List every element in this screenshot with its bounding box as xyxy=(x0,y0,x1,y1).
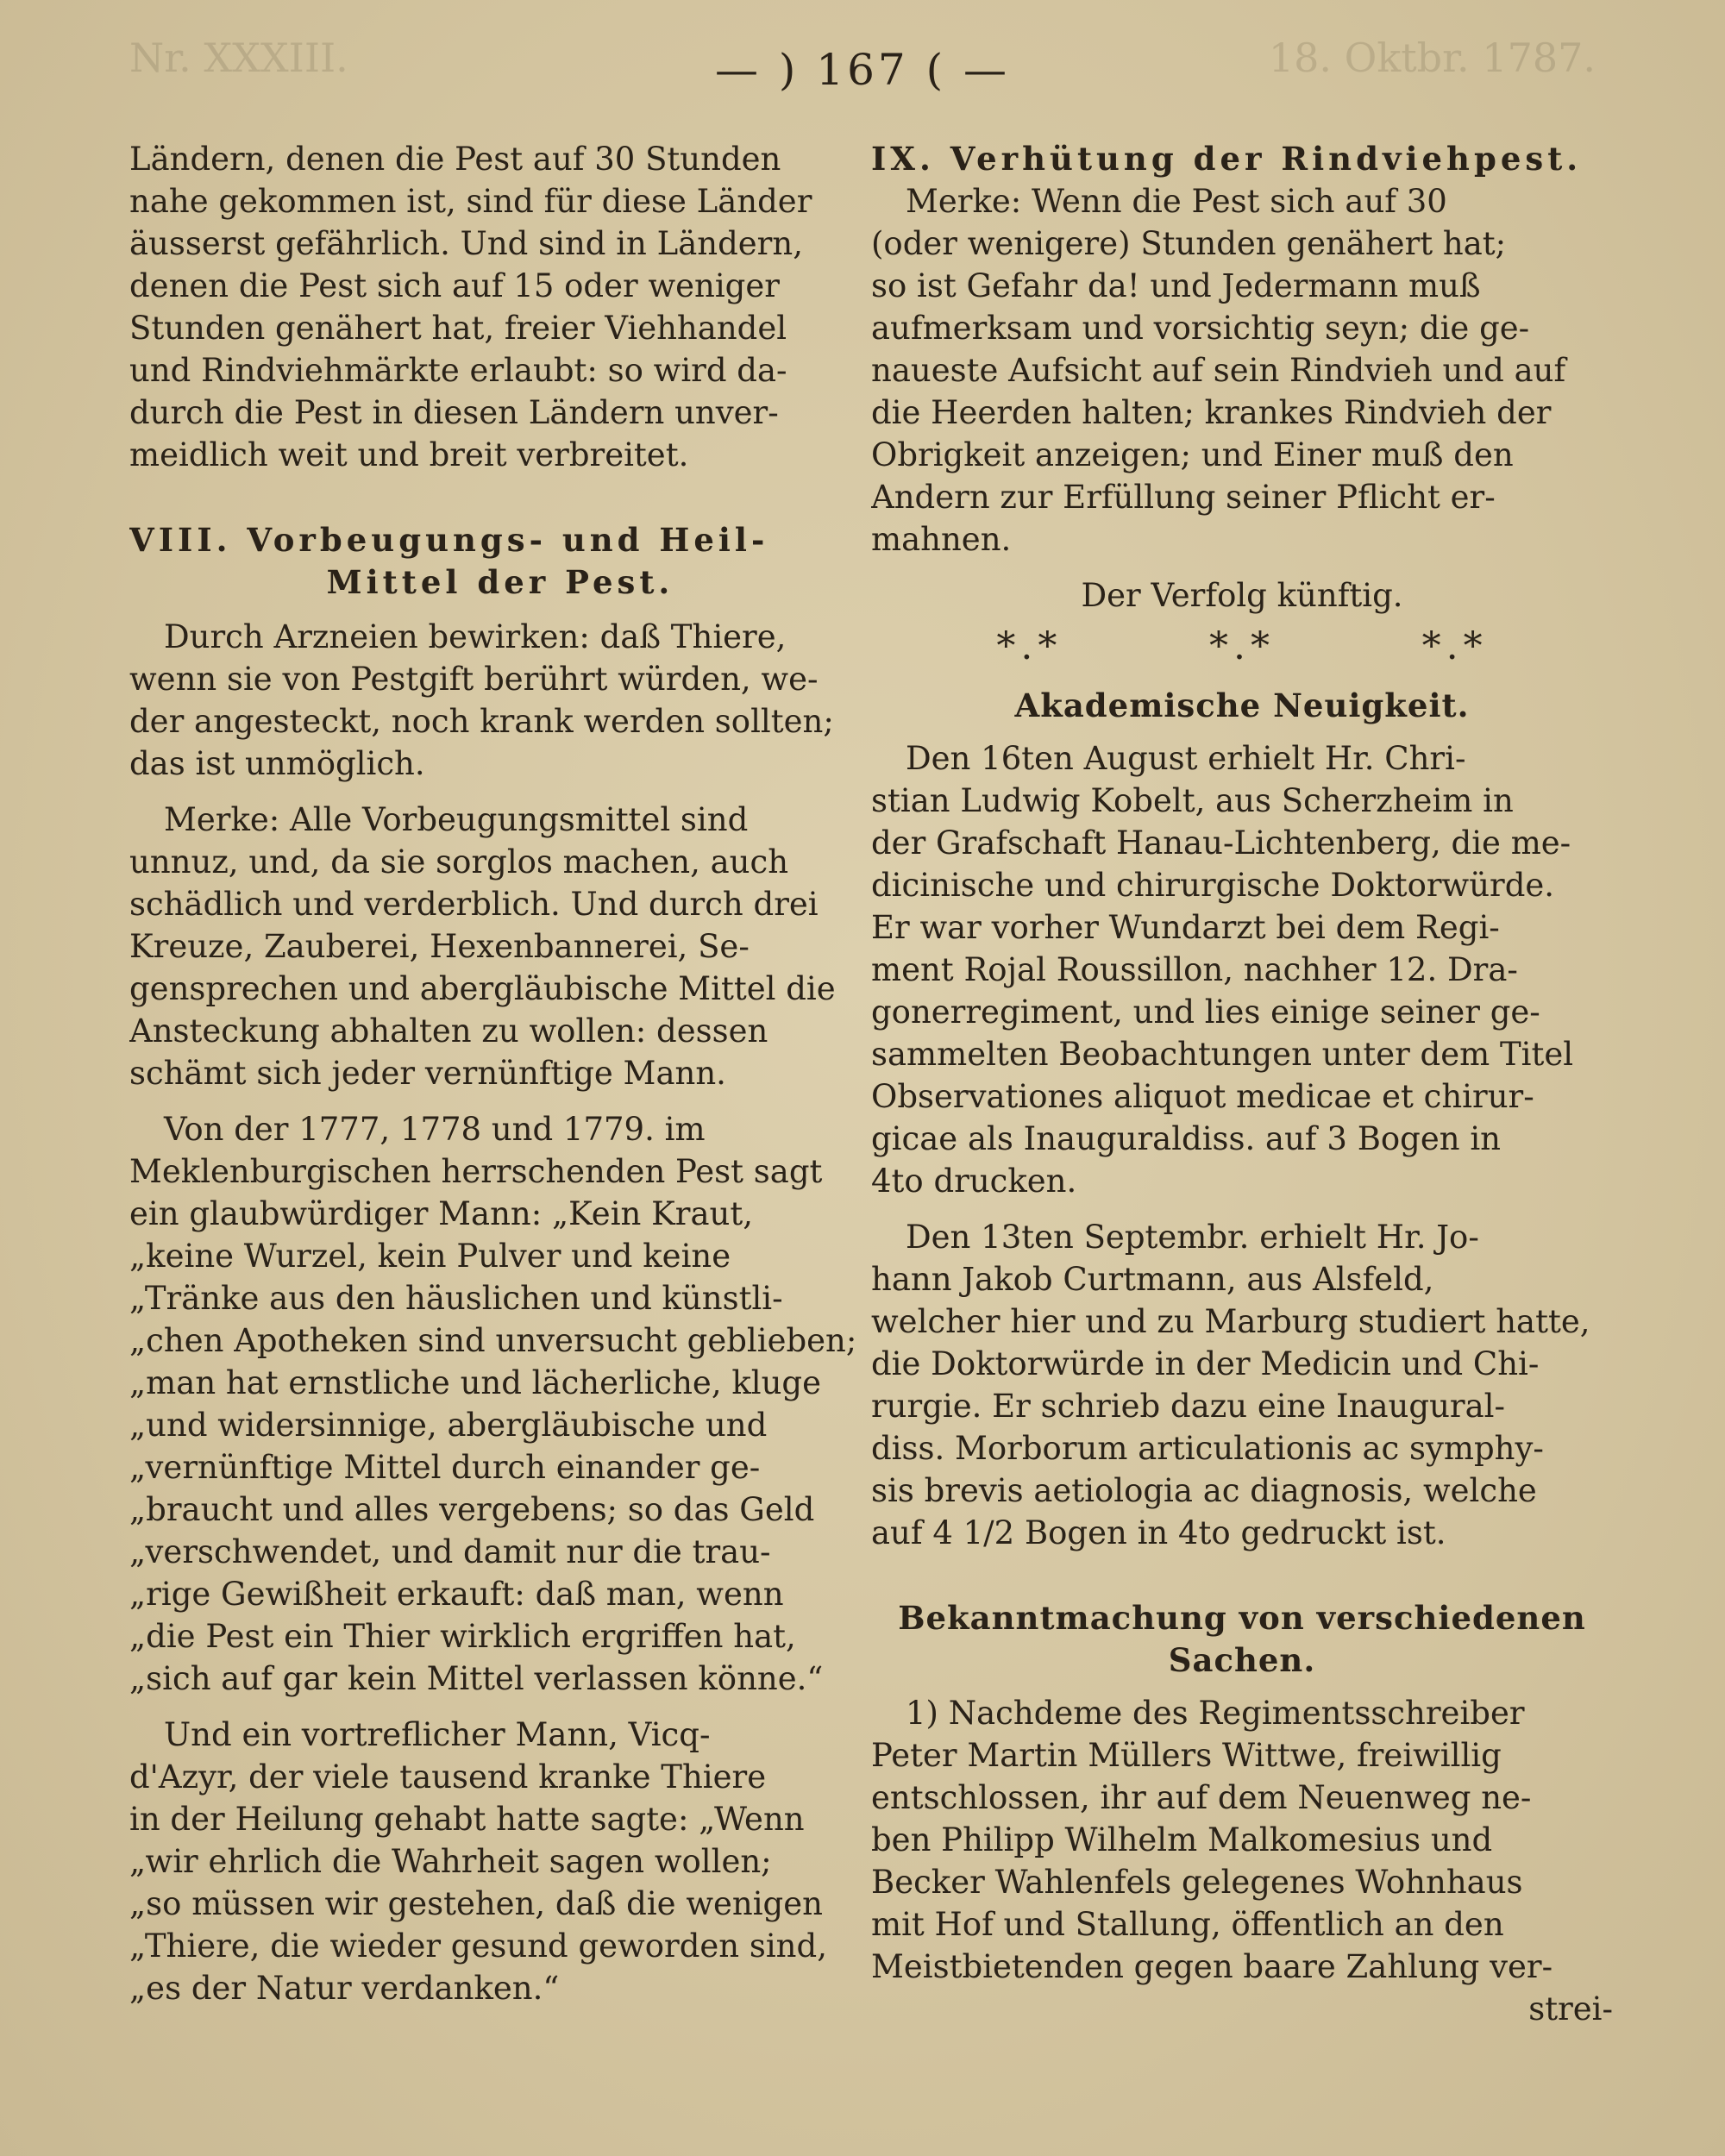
paragraph-arzneien xyxy=(129,616,871,785)
catchword: strei- xyxy=(1528,1990,1613,2028)
ghost-issue-number: Nr. XXXIII. xyxy=(129,34,348,81)
text-line: hann Jakob Curtmann, aus Alsfeld, xyxy=(871,1261,1434,1298)
text-line: stian Ludwig Kobelt, aus Scherzheim in xyxy=(871,782,1514,819)
text-line: Merke: Wenn die Pest sich auf 30 xyxy=(906,183,1447,220)
right-column xyxy=(871,138,1613,2044)
text-line: Meistbietenden gegen baare Zahlung ver- xyxy=(871,1948,1553,1985)
text-line: so ist Gefahr da! und Jedermann muß xyxy=(871,267,1481,304)
text-line: schämt sich jeder vernünftige Mann. xyxy=(129,1055,726,1092)
text-line: Merke: Alle Vorbeugungsmittel sind xyxy=(164,801,749,838)
text-line: wenn sie von Pestgift berührt würden, we- xyxy=(129,661,819,698)
text-line: dicinische und chirurgische Doktorwürde. xyxy=(871,867,1555,904)
intro-paragraph xyxy=(129,138,871,476)
text-line: gensprechen und abergläubische Mittel die xyxy=(129,970,836,1007)
text-line: diss. Morborum articulationis ac symphy- xyxy=(871,1430,1544,1467)
text-line: gicae als Inauguraldiss. auf 3 Bogen in xyxy=(871,1120,1501,1157)
text-line: die Heerden halten; krankes Rindvieh der xyxy=(871,394,1552,431)
text-line: „braucht und alles vergebens; so das Geld xyxy=(129,1491,815,1528)
paragraph-kobelt xyxy=(871,737,1613,1202)
text-line: rurgie. Er schrieb dazu eine Inaugural- xyxy=(871,1388,1505,1425)
text-line: Stunden genähert hat, freier Viehhandel xyxy=(129,310,787,347)
text-line: Durch Arzneien bewirken: daß Thiere, xyxy=(164,618,787,655)
section-ix-heading xyxy=(871,138,1613,180)
text-line: das ist unmöglich. xyxy=(129,745,425,782)
text-line: naueste Aufsicht auf sein Rindvieh und auf xyxy=(871,352,1566,389)
section-title: Verhütung der Rindviehpest. xyxy=(950,140,1583,178)
text-line: Observationes aliquot medicae et chirur- xyxy=(871,1078,1534,1115)
text-line: durch die Pest in diesen Ländern unver- xyxy=(129,394,779,431)
text-line: ben Philipp Wilhelm Malkomesius und xyxy=(871,1821,1493,1858)
section-number: IX. xyxy=(871,140,935,178)
text-line: „sich auf gar kein Mittel verlassen könne.“ xyxy=(129,1660,824,1697)
section-number: VIII. xyxy=(129,521,232,559)
page-number-header: — ) 167 ( — xyxy=(714,45,1011,95)
text-line: unnuz, und, da sie sorglos machen, auch xyxy=(129,843,789,881)
text-line: „so müssen wir gestehen, daß die wenigen xyxy=(129,1885,823,1922)
section-heading-line xyxy=(871,138,1613,180)
asterism: *.* xyxy=(1421,624,1488,668)
text-line: d'Azyr, der viele tausend kranke Thiere xyxy=(129,1758,767,1796)
text-line: der angesteckt, noch krank werden sollten; xyxy=(129,703,834,740)
text-line: denen die Pest sich auf 15 oder weniger xyxy=(129,267,780,304)
paragraph-announcement-1 xyxy=(871,1692,1613,2030)
text-line: mit Hof und Stallung, öffentlich an den xyxy=(871,1906,1504,1943)
section-viii-heading xyxy=(129,519,871,604)
ghost-date: 18. Oktbr. 1787. xyxy=(1268,34,1596,81)
text-line: (oder wenigere) Stunden genähert hat; xyxy=(871,225,1507,262)
asterism: *.* xyxy=(996,624,1063,668)
paragraph-curtmann xyxy=(871,1216,1613,1554)
text-line: „verschwendet, und damit nur die trau- xyxy=(129,1533,771,1570)
section-heading-line xyxy=(129,519,871,561)
announcement-title: Bekanntmachung von verschiedenen xyxy=(898,1599,1586,1637)
text-line: „vernünftige Mittel durch einander ge- xyxy=(129,1449,761,1486)
text-line: 1) Nachdeme des Regimentsschreiber xyxy=(906,1695,1525,1732)
text-line: ein glaubwürdiger Mann: „Kein Kraut, xyxy=(129,1195,753,1232)
paragraph-merke xyxy=(129,799,871,1094)
text-line: gonerregiment, und lies einige seiner ge- xyxy=(871,993,1540,1031)
paragraph-ix-merke xyxy=(871,180,1613,561)
text-line: Becker Wahlenfels gelegenes Wohnhaus xyxy=(871,1864,1523,1901)
text-line: ment Rojal Roussillon, nachher 12. Dra- xyxy=(871,951,1518,988)
text-line: und Rindviehmärkte erlaubt: so wird da- xyxy=(129,352,787,389)
section-title: Vorbeugungs- und Heil- xyxy=(247,521,769,559)
announcement-heading xyxy=(871,1597,1613,1682)
text-line: „rige Gewißheit erkauft: daß man, wenn xyxy=(129,1576,784,1613)
text-line: Den 16ten August erhielt Hr. Chri- xyxy=(906,740,1466,777)
text-line: nahe gekommen ist, sind für diese Länder xyxy=(129,183,812,220)
text-line: Obrigkeit anzeigen; und Einer muß den xyxy=(871,436,1514,473)
text-line: „die Pest ein Thier wirklich ergriffen hat, xyxy=(129,1618,796,1655)
text-line: „chen Apotheken sind unversucht geblieben; xyxy=(129,1322,857,1359)
text-line: äusserst gefährlich. Und sind in Ländern, xyxy=(129,225,803,262)
asterism: *.* xyxy=(1208,624,1275,668)
paragraph-meklenburg xyxy=(129,1108,871,1700)
text-line: in der Heilung gehabt hatte sagte: „Wenn xyxy=(129,1801,805,1838)
academic-news-title: Akademische Neuigkeit. xyxy=(1014,686,1470,724)
text-line: „man hat ernstliche und lächerliche, kluge xyxy=(129,1364,822,1401)
text-line: sammelten Beobachtungen unter dem Titel xyxy=(871,1036,1574,1073)
text-line: „Tränke aus den häuslichen und künstli- xyxy=(129,1280,783,1317)
text-line: Und ein vortreflicher Mann, Vicq- xyxy=(164,1716,711,1753)
text-line: aufmerksam und vorsichtig seyn; die ge- xyxy=(871,310,1530,347)
left-column xyxy=(129,138,871,2023)
text-line: Peter Martin Müllers Wittwe, freiwillig xyxy=(871,1737,1502,1774)
text-line: schädlich und verderblich. Und durch drei xyxy=(129,886,819,923)
asterism-divider xyxy=(923,625,1561,667)
text-line: Von der 1777, 1778 und 1779. im xyxy=(164,1111,706,1148)
text-line: auf 4 1/2 Bogen in 4to gedruckt ist. xyxy=(871,1514,1446,1551)
text-line: „Thiere, die wieder gesund geworden sind, xyxy=(129,1927,827,1965)
text-line: „keine Wurzel, kein Pulver und keine xyxy=(129,1238,731,1275)
text-line: sis brevis aetiologia ac diagnosis, welche xyxy=(871,1472,1537,1509)
text-line: „es der Natur verdanken.“ xyxy=(129,1970,560,2007)
text-line: der Grafschaft Hanau-Lichtenberg, die me- xyxy=(871,824,1571,862)
text-line: Den 13ten Septembr. erhielt Hr. Jo- xyxy=(906,1219,1479,1256)
text-line: entschlossen, ihr auf dem Neuenweg ne- xyxy=(871,1779,1532,1816)
text-line: 4to drucken. xyxy=(871,1163,1077,1200)
continuation-note: Der Verfolg künftig. xyxy=(1081,577,1403,614)
text-line: Kreuze, Zauberei, Hexenbannerei, Se- xyxy=(129,928,750,965)
text-line: mahnen. xyxy=(871,521,1012,558)
paragraph-vicq-dazyr xyxy=(129,1714,871,2009)
text-line: „und widersinnige, abergläubische und xyxy=(129,1407,768,1444)
text-line: welcher hier und zu Marburg studiert hatte, xyxy=(871,1303,1590,1340)
text-line: Er war vorher Wundarzt bei dem Regi- xyxy=(871,909,1500,946)
text-line: Ländern, denen die Pest auf 30 Stunden xyxy=(129,141,781,178)
text-line: Meklenburgischen herrschenden Pest sagt xyxy=(129,1153,823,1190)
text-line: die Doktorwürde in der Medicin und Chi- xyxy=(871,1345,1540,1382)
text-line: Andern zur Erfüllung seiner Pflicht er- xyxy=(871,479,1496,516)
announcement-title-cont: Sachen. xyxy=(1168,1641,1316,1679)
section-title-cont: Mittel der Pest. xyxy=(326,563,674,601)
text-line: meidlich weit und breit verbreitet. xyxy=(129,436,689,473)
text-line: Ansteckung abhalten zu wollen: dessen xyxy=(129,1012,768,1050)
text-line: „wir ehrlich die Wahrheit sagen wollen; xyxy=(129,1843,772,1880)
